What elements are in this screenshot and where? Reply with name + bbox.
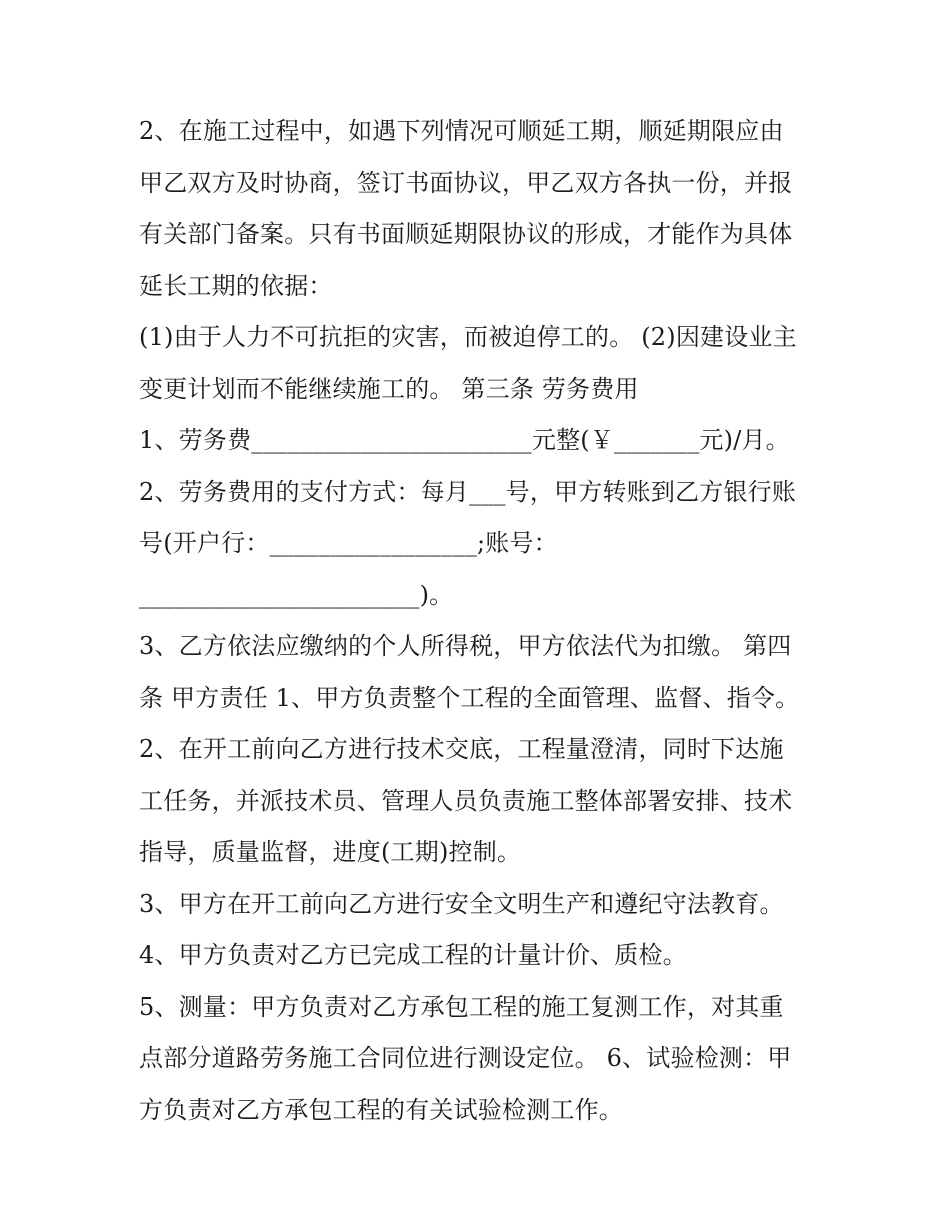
text-line: 3、乙方依法应缴纳的个人所得税，甲方依法代为扣缴。 第四	[139, 632, 792, 660]
text-line: 2、在开工前向乙方进行技术交底，工程量澄清，同时下达施	[139, 735, 784, 763]
text-line: 甲乙双方及时协商，签订书面协议，甲乙双方各执一份，并报	[139, 168, 793, 197]
text-line: 方负责对乙方承包工程的有关试验检测工作。	[139, 1095, 623, 1124]
text-line: 变更计划而不能继续施工的。 第三条 劳务费用	[139, 374, 639, 403]
text-line: 有关部门备案。只有书面顺延期限协议的形成，才能作为具体	[139, 220, 793, 248]
text-line: 3、甲方在开工前向乙方进行安全文明生产和遵纪守法教育。	[139, 889, 784, 918]
text-line: 延长工期的依据：	[139, 271, 333, 300]
text-line: _______________________)。	[139, 580, 454, 609]
text-line: 4、甲方负责对乙方已完成工程的计量计价、质检。	[139, 941, 687, 969]
text-line: 条 甲方责任 1、甲方负责整个工程的全面管理、监督、指令。	[139, 683, 800, 712]
text-line: 号(开户行：_________________;账号：	[139, 529, 558, 557]
text-line: 1、劳务费_______________________元整(￥_______元)/月。	[139, 426, 790, 454]
text-line: 工任务，并派技术员、管理人员负责施工整体部署安排、技术	[139, 786, 793, 815]
text-line: 指导，质量监督，进度(工期)控制。	[139, 838, 522, 866]
text-line: (1)由于人力不可抗拒的灾害，而被迫停工的。 (2)因建设业主	[139, 323, 797, 351]
text-line: 5、测量：甲方负责对乙方承包工程的施工复测工作，对其重	[139, 992, 784, 1021]
text-line: 点部分道路劳务施工合同位进行测设定位。 6、试验检测：甲	[139, 1044, 792, 1072]
text-line: 2、在施工过程中，如遇下列情况可顺延工期，顺延期限应由	[139, 117, 784, 145]
text-line: 2、劳务费用的支付方式：每月___号，甲方转账到乙方银行账	[139, 477, 797, 506]
contract-text	[139, 106, 819, 1136]
